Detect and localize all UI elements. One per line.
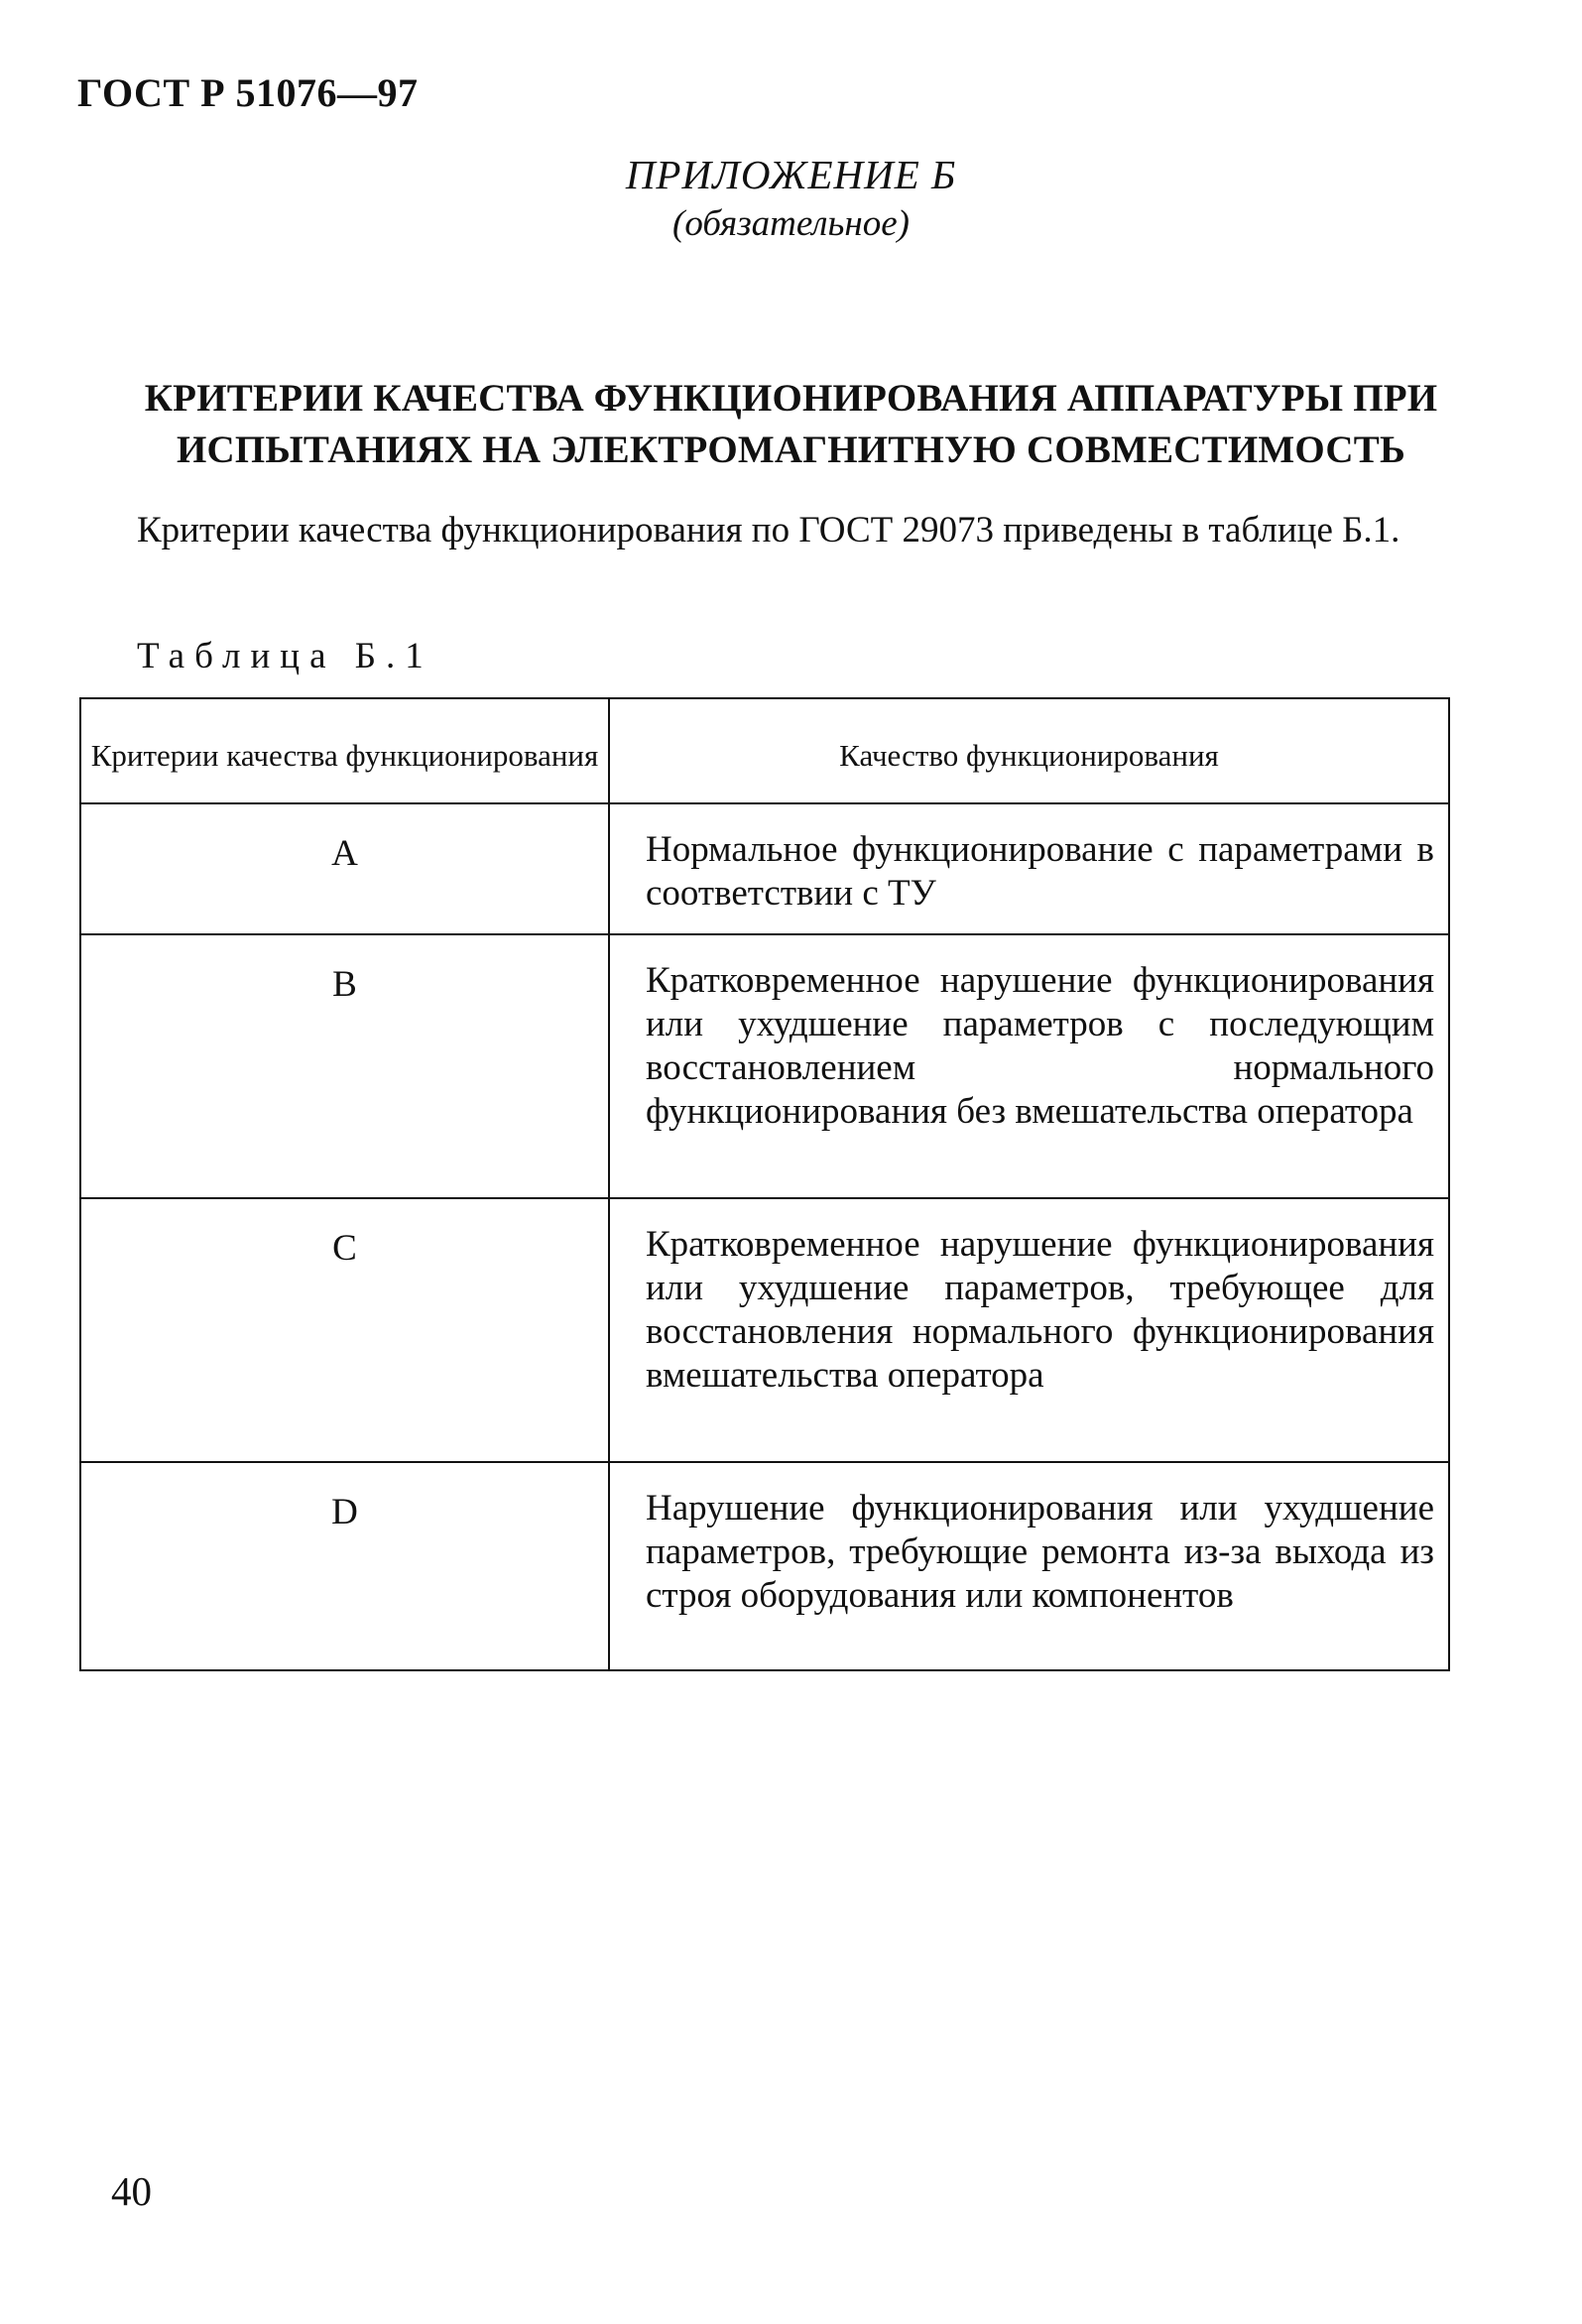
header-quality: Качество функционирования: [609, 698, 1449, 803]
table-row: [80, 803, 1449, 934]
section-heading-line-2: ИСПЫТАНИЯХ НА ЭЛЕКТРОМАГНИТНУЮ СОВМЕСТИМОСТЬ: [177, 428, 1405, 471]
header-criterion: Критерии качества функционирования: [80, 698, 609, 803]
quality-cell: Кратковременное нарушение функционирования или ухудшение параметров с последующим восстановлением нормального функционирования без вмешательства оператора: [609, 934, 1449, 1198]
document-code: ГОСТ Р 51076—97: [77, 70, 419, 115]
quality-cell: Кратковременное нарушение функционирования или ухудшение параметров, требующее для восстановления нормального функционирования вмешательства оператора: [609, 1198, 1449, 1462]
table-row: [80, 1198, 1449, 1462]
section-heading-line-1: КРИТЕРИИ КАЧЕСТВА ФУНКЦИОНИРОВАНИЯ АППАРАТУРЫ ПРИ: [144, 377, 1438, 420]
intro-paragraph: Критерии качества функционирования по ГОСТ 29073 приведены в таблице Б.1.: [137, 510, 1400, 550]
page-number: 40: [111, 2168, 152, 2214]
table-row: [80, 934, 1449, 1198]
table-caption: Таблица Б.1: [137, 636, 433, 676]
quality-cell: Нормальное функционирование с параметрами в соответствии с ТУ: [609, 803, 1449, 934]
table-row: [80, 1462, 1449, 1670]
appendix-status: (обязательное): [672, 203, 910, 244]
appendix-title: ПРИЛОЖЕНИЕ Б: [625, 152, 957, 197]
criterion-cell: D: [80, 1462, 609, 1670]
criterion-cell: B: [80, 934, 609, 1198]
section-heading: [60, 373, 1522, 476]
criterion-cell: C: [80, 1198, 609, 1462]
criterion-cell: A: [80, 803, 609, 934]
criteria-table: [79, 697, 1450, 1671]
quality-cell: Нарушение функционирования или ухудшение параметров, требующие ремонта из-за выхода из строя оборудования или компонентов: [609, 1462, 1449, 1670]
table-header-row: [80, 698, 1449, 803]
